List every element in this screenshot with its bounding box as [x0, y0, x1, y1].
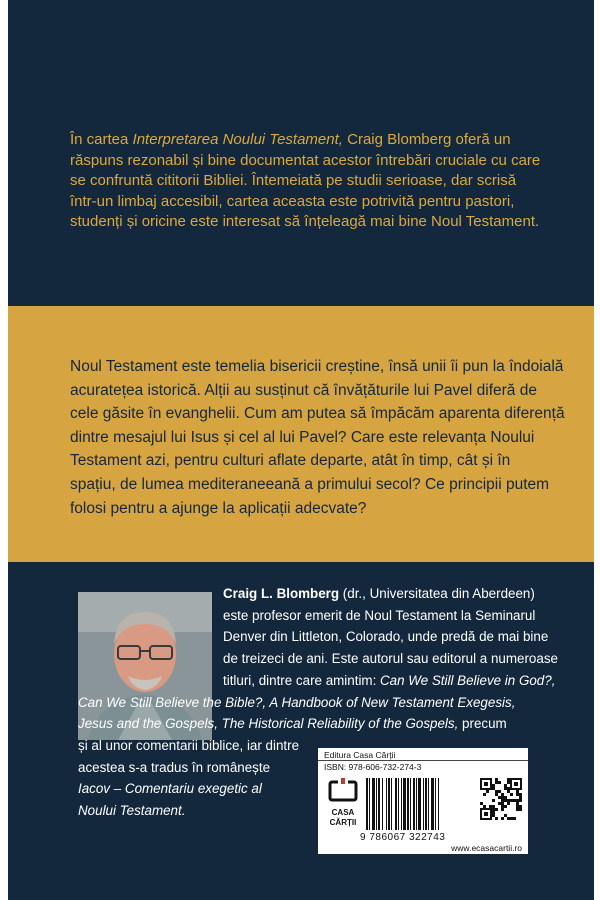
bio-line-11-title: Noului Testament.: [78, 803, 186, 819]
top-line-4: într-un limbaj accesibil, cartea aceasta este potrivită pentru pastori,: [70, 192, 515, 210]
author-name: Craig L. Blomberg: [223, 586, 340, 601]
band-paragraph: [70, 355, 570, 520]
top-line-2: răspuns rezonabil și bine documentat acestor întrebări cruciale cu care: [70, 151, 541, 169]
barcode-icon: [364, 778, 474, 830]
publisher-name: Editura Casa Cărții: [324, 750, 396, 760]
publisher-url: www.ecasacartii.ro: [451, 843, 522, 853]
logo-line-1: CASA: [331, 808, 355, 817]
top-paragraph: [70, 130, 570, 233]
qr-code-icon: [480, 778, 522, 820]
bio-line-1-rest: (dr., Universitatea din Aberdeen): [339, 586, 535, 601]
publisher-logo-icon: [324, 778, 362, 836]
top-line-5: studenți și oricine este interesat să înțeleagă mai bine Noul Testament.: [70, 213, 540, 230]
bio-line-8: și al unor comentarii biblice, iar dintre: [78, 737, 300, 753]
band-line-5: Testament azi, pentru culturi aflate departe, atât în timp, cât și în: [70, 452, 511, 470]
barcode-number: 9 786067 322743: [360, 832, 446, 843]
bio-line-10-title: Iacov – Comentariu exegetic al: [78, 781, 262, 797]
band-line-1: Noul Testament este temelia bisericii creștine, însă unii îi pun la îndoială: [70, 358, 564, 375]
bio-line-6: [78, 692, 528, 714]
bio-line-1: [78, 583, 535, 605]
isbn-text: ISBN: 978-606-732-274-3: [324, 762, 422, 772]
top-line-1c: Craig Blomberg oferă un: [342, 131, 511, 148]
band-line-7: folosi pentru a ajunge la aplicații adecvate?: [70, 499, 367, 517]
bio-line-3: Denver din Littleton, Colorado, unde predă de mai bine: [223, 629, 549, 645]
band-line-2: acuratețea istorică. Alții au susținut că învățăturile lui Pavel diferă de: [70, 381, 537, 399]
bio-line-2: este profesor emerit de Noul Testament la Seminarul: [223, 607, 536, 623]
bio-line-9: acestea s-a tradus în românește: [78, 759, 271, 775]
barcode-box: [318, 748, 528, 854]
top-line-1a: În cartea: [70, 131, 133, 148]
bio-line-7-rest: precum: [458, 716, 507, 732]
bio-line-7-title: Jesus and the Gospels, The Historical Reliability of the Gospels,: [78, 716, 459, 732]
bio-line-5a: titluri, dintre care amintim:: [223, 672, 381, 688]
book-title-italic: Interpretarea Noului Testament,: [132, 131, 343, 148]
bio-line-5: [78, 670, 556, 692]
bio-line-5b: Can We Still Believe in God?,: [380, 672, 556, 688]
band-line-4: dintre mesajul lui Isus și cel al lui Pavel? Care este relevanța Noului: [70, 428, 535, 446]
band-line-6: spațiu, de lumea mediteraneeană a primului secol? Ce principii putem: [70, 475, 550, 493]
logo-line-2: CĂRȚII: [329, 818, 357, 827]
bio-line-7: [78, 713, 528, 735]
band-line-3: cele găsite în evanghelii. Cum am putea să împăcăm aparenta diferență: [70, 405, 565, 423]
bio-line-6-title: Can We Still Believe the Bible?, A Handbook of New Testament Exegesis,: [78, 694, 516, 710]
barcode-divider: [318, 760, 528, 761]
top-line-3: se confruntă cititorii Bibliei. Întemeiată pe studii serioase, dar scrisă: [70, 172, 517, 189]
bio-line-4: de treizeci de ani. Este autorul sau editorul a numeroase: [223, 651, 558, 667]
